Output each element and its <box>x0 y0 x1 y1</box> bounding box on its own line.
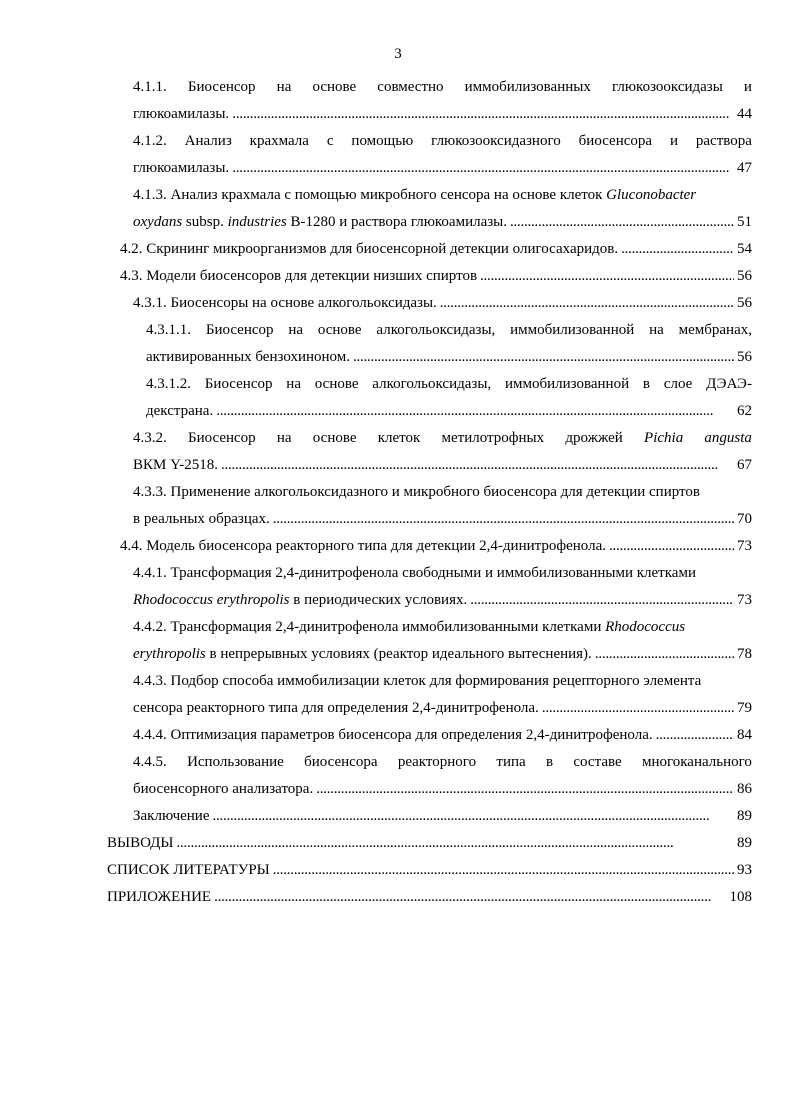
leader-dots <box>213 803 735 830</box>
leader-dots <box>232 155 734 182</box>
toc-entry-4-2[interactable] <box>120 236 752 263</box>
toc-entry-text: 4.4.2. Трансформация 2,4-динитрофенола иммобилизованными клетками <box>133 619 606 635</box>
toc-entry-text: 4.2. Скрининг микроорганизмов для биосенсорной детекции олигосахаридов. <box>120 241 619 257</box>
toc-page-number: 86 <box>737 781 752 797</box>
toc-entry-4-3[interactable] <box>120 263 752 290</box>
toc-page-number: 73 <box>737 538 752 554</box>
toc-entry-4-4-4[interactable] <box>133 722 752 749</box>
toc-entry-text: ВКМ Y-2518. <box>133 457 219 473</box>
toc-word: Биосенсор <box>187 430 256 446</box>
leader-dots <box>440 290 734 317</box>
leader-dots <box>221 452 734 479</box>
toc-page-number: 73 <box>737 592 752 608</box>
toc-entry-text: биосенсорного анализатора. <box>133 781 314 797</box>
leader-dots <box>470 587 734 614</box>
toc-word: глюкозооксидазы <box>611 79 723 95</box>
leader-dots <box>232 101 734 128</box>
leader-dots <box>216 398 734 425</box>
toc-page-number: 62 <box>737 403 752 419</box>
toc-word: основе <box>312 79 357 95</box>
table-of-contents <box>0 74 796 911</box>
toc-word: и <box>743 79 752 95</box>
toc-page-number: 70 <box>737 511 752 527</box>
toc-page-number: 108 <box>729 889 752 905</box>
toc-word: многоканального <box>641 754 752 770</box>
toc-page-number: 67 <box>737 457 752 473</box>
toc-word: Биосенсор <box>187 79 256 95</box>
leader-dots <box>273 506 734 533</box>
toc-entry-text: ВЫВОДЫ <box>107 835 174 851</box>
leader-dots <box>656 722 734 749</box>
leader-dots <box>316 776 734 803</box>
toc-word: основе <box>317 322 362 338</box>
toc-entry-4-3-1-1[interactable] <box>146 317 752 371</box>
toc-entry-4-4-3[interactable] <box>133 668 752 722</box>
toc-entry-text: 4.3.3. Применение алкогольоксидазного и микробного биосенсора для детекции спиртов <box>133 484 700 500</box>
toc-entry-text: 4.4.4. Оптимизация параметров биосенсора для определения 2,4-динитрофенола. <box>133 727 653 743</box>
toc-word: биосенсора <box>578 133 653 149</box>
toc-page-number: 78 <box>737 646 752 662</box>
toc-word: реакторного <box>397 754 477 770</box>
toc-entry-text: Заключение <box>133 808 210 824</box>
toc-word: крахмала <box>249 133 309 149</box>
toc-entry-text: декстрана. <box>146 403 214 419</box>
toc-word: на <box>649 322 664 338</box>
toc-entry-italic: Rhodococcus <box>605 619 686 635</box>
toc-entry-text: 4.4.1. Трансформация 2,4-динитрофенола свободными и иммобилизованными клетками <box>133 565 696 581</box>
toc-entry-italic: industries <box>227 214 287 230</box>
toc-page-number: 84 <box>737 727 752 743</box>
toc-word: иммобилизованных <box>464 79 591 95</box>
leader-dots <box>542 695 734 722</box>
toc-word: в <box>545 754 554 770</box>
toc-entry-text: в реальных образцах. <box>133 511 270 527</box>
toc-word: слое <box>663 376 693 392</box>
toc-page-number: 56 <box>737 349 752 365</box>
toc-entry-text: активированных бензохиноном. <box>146 349 350 365</box>
toc-page-number: 93 <box>737 862 752 878</box>
toc-entry-text: сенсора реакторного типа для определения 2,4-динитрофенола. <box>133 700 539 716</box>
leader-dots <box>595 641 734 668</box>
toc-entry-4-3-1-2[interactable] <box>146 371 752 425</box>
toc-entry-text: 4.3. Модели биосенсоров для детекции низших спиртов <box>120 268 478 284</box>
toc-word: 4.1.1. <box>133 79 167 95</box>
toc-word: Использование <box>187 754 284 770</box>
toc-word: алкогольоксидазы, <box>372 376 492 392</box>
toc-word: помощью <box>351 133 414 149</box>
toc-word: и <box>669 133 678 149</box>
leader-dots <box>214 884 726 911</box>
toc-entry-text: subsp. <box>182 214 228 230</box>
leader-dots <box>510 209 734 236</box>
toc-entry-4-3-3[interactable] <box>133 479 752 533</box>
toc-entry-4-4-1[interactable] <box>133 560 752 614</box>
toc-page-number: 51 <box>737 214 752 230</box>
toc-word: биосенсора <box>304 754 378 770</box>
toc-page-number: 44 <box>737 106 752 122</box>
toc-page-number: 79 <box>737 700 752 716</box>
toc-word: мембранах, <box>678 322 752 338</box>
toc-word: дрожжей <box>565 430 623 446</box>
toc-entry-text: ПРИЛОЖЕНИЕ <box>107 889 212 905</box>
toc-word: с <box>326 133 334 149</box>
toc-entry-text: 4.4. Модель биосенсора реакторного типа для детекции 2,4-динитрофенола. <box>120 538 606 554</box>
toc-entry-findings[interactable] <box>107 830 752 857</box>
toc-word: 4.1.2. <box>133 133 167 149</box>
toc-entry-text: глюкоамилазы. <box>133 106 230 122</box>
toc-word: Биосенсор <box>205 322 274 338</box>
toc-entry-text: 4.1.3. Анализ крахмала с помощью микробного сенсора на основе клеток <box>133 187 607 203</box>
toc-entry-4-1-1[interactable] <box>133 74 752 128</box>
toc-word: раствора <box>695 133 752 149</box>
toc-entry-references[interactable] <box>107 857 752 884</box>
toc-word: основе <box>314 376 359 392</box>
toc-entry-text: глюкоамилазы. <box>133 160 230 176</box>
toc-word: метилотрофных <box>441 430 545 446</box>
toc-entry-4-4-5[interactable] <box>133 749 752 803</box>
toc-word: 4.3.2. <box>133 430 167 446</box>
toc-entry-appendix[interactable] <box>107 884 752 911</box>
toc-entry-italic: Rhodococcus erythropolis <box>133 592 290 608</box>
leader-dots <box>177 830 735 857</box>
toc-entry-text: 4.3.1. Биосенсоры на основе алкогольоксидазы. <box>133 295 437 311</box>
toc-page-number: 89 <box>737 808 752 824</box>
toc-word: совместно <box>377 79 444 95</box>
toc-page-number: 56 <box>737 295 752 311</box>
toc-entry-text: B-1280 и раствора глюкоамилазы. <box>286 214 507 230</box>
leader-dots <box>273 857 734 884</box>
toc-entry-4-1-2[interactable] <box>133 128 752 182</box>
toc-word: глюкозооксидазного <box>431 133 561 149</box>
toc-word: алкогольоксидазы, <box>376 322 496 338</box>
toc-word-italic: Pichia <box>644 430 684 446</box>
toc-entry-text: СПИСОК ЛИТЕРАТУРЫ <box>107 862 270 878</box>
toc-entry-4-3-2[interactable] <box>133 425 752 479</box>
toc-word: Анализ <box>184 133 232 149</box>
toc-entry-4-4[interactable] <box>120 533 752 560</box>
toc-word: типа <box>496 754 526 770</box>
toc-word: на <box>276 79 292 95</box>
toc-entry-italic: oxydans <box>133 214 183 230</box>
toc-word: клеток <box>377 430 421 446</box>
toc-entry-text: 4.4.3. Подбор способа иммобилизации клеток для формирования рецепторного элемента <box>133 673 702 689</box>
toc-page-number: 89 <box>737 835 752 851</box>
leader-dots <box>480 263 734 290</box>
toc-word: Биосенсор <box>204 376 273 392</box>
page-number: 3 <box>394 46 402 62</box>
toc-entry-text: в непрерывных условиях (реактор идеального вытеснения). <box>205 646 592 662</box>
toc-word: в <box>642 376 650 392</box>
toc-entry-italic: Gluconobacter <box>606 187 697 203</box>
toc-entry-text: в периодических условиях. <box>289 592 468 608</box>
toc-entry-4-1-3[interactable] <box>133 182 752 236</box>
toc-word: 4.3.1.1. <box>146 322 191 338</box>
toc-word: на <box>288 322 304 338</box>
toc-entry-4-3-1[interactable] <box>133 290 752 317</box>
leader-dots <box>621 236 734 263</box>
toc-word: составе <box>573 754 622 770</box>
toc-entry-conclusion[interactable] <box>133 803 752 830</box>
toc-word: 4.4.5. <box>133 754 167 770</box>
toc-entry-italic: erythropolis <box>133 646 206 662</box>
toc-entry-4-4-2[interactable] <box>133 614 752 668</box>
toc-word: ДЭАЭ- <box>706 376 752 392</box>
leader-dots <box>609 533 734 560</box>
toc-word: иммобилизованной <box>504 376 630 392</box>
toc-word: на <box>286 376 301 392</box>
toc-page-number: 54 <box>737 241 752 257</box>
toc-page-number: 47 <box>737 160 752 176</box>
toc-word: иммобилизованной <box>510 322 635 338</box>
toc-word: на <box>276 430 292 446</box>
toc-word-italic: angusta <box>704 430 752 446</box>
leader-dots <box>353 344 734 371</box>
toc-page-number: 56 <box>737 268 752 284</box>
toc-word: основе <box>312 430 357 446</box>
toc-word: 4.3.1.2. <box>146 376 191 392</box>
